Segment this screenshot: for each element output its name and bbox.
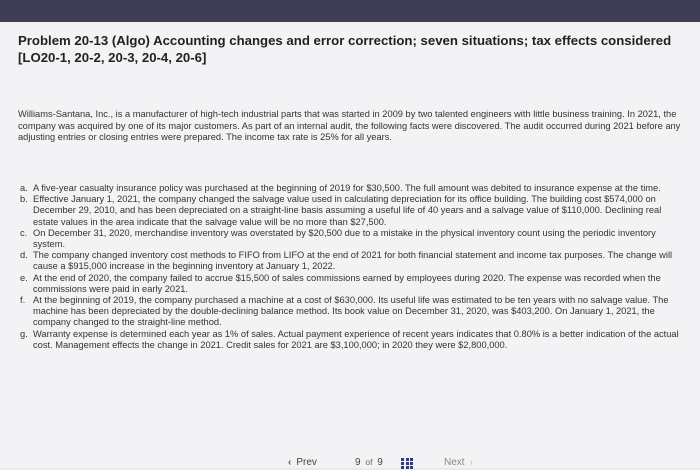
situation-b [20, 194, 680, 228]
situation-marker: e. [20, 272, 28, 283]
prev-button[interactable] [288, 457, 317, 468]
situation-marker: a. [20, 183, 28, 193]
page-indicator [355, 457, 383, 468]
situation-marker: d. [20, 250, 28, 261]
situations-list [20, 183, 680, 351]
situation-e [20, 273, 680, 295]
situation-text: At the beginning of 2019, the company purchased a machine at a cost of $630,000. Its useful life was estimated to be ten years with no salvage value. The machine has been depreciated by the double-declining balance method. Its book value on December 31, 2020, was $403,200. On January 1, 2021, the company changed to the straight-line method. [33, 295, 669, 328]
total-pages: 9 [377, 457, 383, 468]
situation-text: The company changed inventory cost methods to FIFO from LIFO at the end of 2021 for both financial statement and income tax purposes. The change will cause a $915,000 increase in the beginning inventory at January 1, 2022. [33, 250, 673, 272]
current-page: 9 [355, 457, 361, 468]
problem-intro: Williams-Santana, Inc., is a manufacturer of high-tech industrial parts that was started in 2009 by two talented engineers with little business training. In 2021, the company was acquired by one of its major customers. As part of an internal audit, the following facts were discovered. The audit occurred during 2021 before any adjusting entries or closing entries were prepared. The income tax rate is 25% for all years. [18, 109, 681, 143]
top-bar [0, 0, 700, 22]
situation-text: Effective January 1, 2021, the company changed the salvage value used in calculating depreciation for its office building. The building cost $574,000 on December 29, 2010, and has been depreciated on a straight-line basis assuming a useful life of 40 years and a salvage value of $110,000. Declining real estate values in the area indicate that the salvage value will be no more than $27,500. [33, 194, 662, 227]
prev-label: Prev [296, 457, 317, 468]
chevron-right-icon: › [469, 457, 473, 468]
grid-icon[interactable] [401, 458, 413, 468]
situation-text: At the end of 2020, the company failed to accrue $15,500 of sales commissions earned by employees during 2020. The expense was recorded when the commissions were paid in early 2021. [33, 272, 661, 294]
situation-marker: g. [20, 328, 28, 339]
chevron-left-icon: ‹ [288, 457, 292, 468]
situation-g [20, 329, 680, 351]
situation-c [20, 228, 680, 250]
of-label: of [365, 457, 373, 467]
situation-text: On December 31, 2020, merchandise inventory was overstated by $20,500 due to a mistake in the physical inventory count using the periodic inventory system. [33, 227, 656, 250]
situation-marker: c. [20, 227, 28, 238]
situation-marker: b. [20, 194, 28, 205]
situation-a [20, 183, 680, 194]
situation-marker: f. [20, 295, 26, 306]
next-button[interactable] [444, 457, 473, 468]
next-label: Next [444, 457, 465, 468]
situation-d [20, 250, 680, 272]
situation-f [20, 295, 680, 329]
problem-title: Problem 20-13 (Algo) Accounting changes and error correction; seven situations; tax effects considered [LO20-1, 20-2, 20-3, 20-4, 20-6] [18, 33, 672, 65]
situation-text: A five-year casualty insurance policy was purchased at the beginning of 2019 for $30,500. The full amount was debited to insurance expense at the time. [33, 183, 661, 193]
situation-text: Warranty expense is determined each year as 1% of sales. Actual payment experience of recent years indicates that 0.80% is a better indication of the actual cost. Management effects the change in 2021. Credit sales for 2021 are $3,100,000; in 2020 they were $2,800,000. [33, 328, 679, 350]
